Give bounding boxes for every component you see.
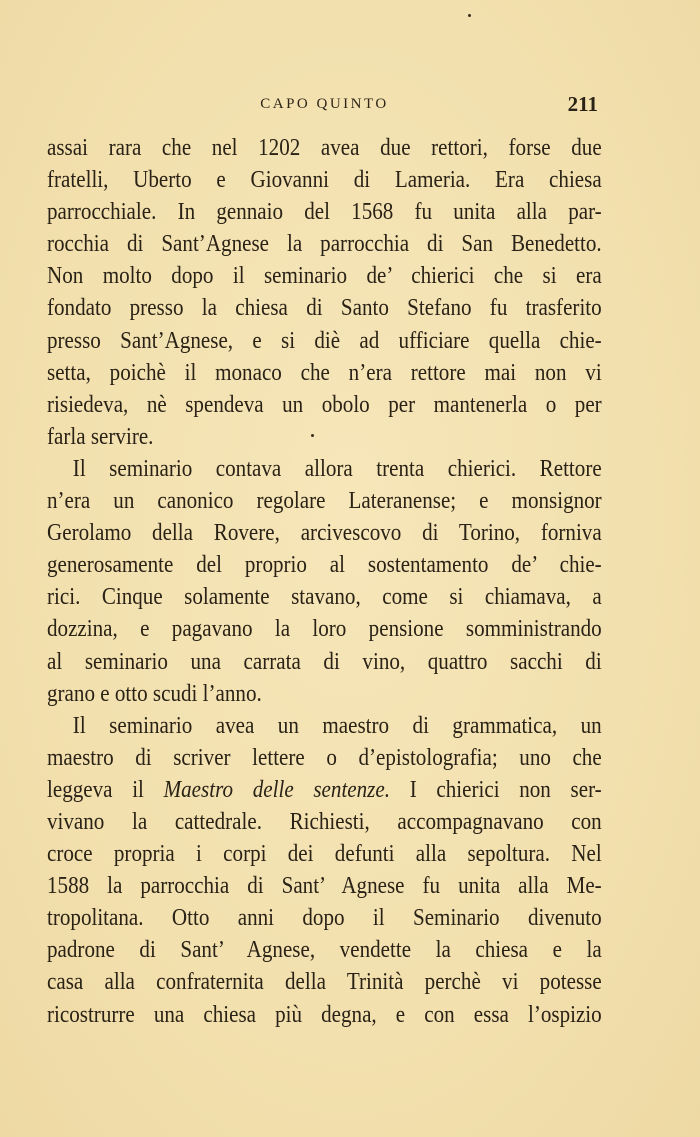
ink-speck <box>468 14 471 17</box>
text-line: Non molto dopo il seminario de’ chierici che si era <box>47 262 602 290</box>
text-line: dozzina, e pagavano la loro pensione somministrando <box>47 615 602 643</box>
text-line: generosamente del proprio al sostentamento de’ chie- <box>47 551 602 579</box>
text-line: grano e otto scudi l’anno. <box>47 679 262 707</box>
book-title-italic: Maestro delle sentenze. <box>163 775 391 803</box>
paragraph-start-line: Il seminario contava allora trenta chierici. Rettore <box>72 454 602 482</box>
chapter-title: CAPO QUINTO <box>260 96 389 112</box>
paragraph-start-line: Il seminario avea un maestro di grammatica, un <box>72 711 602 739</box>
body-text <box>47 132 602 1031</box>
text-line: vivano la cattedrale. Richiesti, accompagnavano con <box>47 807 602 835</box>
text-line: padrone di Sant’ Agnese, vendette la chiesa e la <box>47 936 602 964</box>
text-line: ricostrurre una chiesa più degna, e con essa l’ospizio <box>47 1000 602 1028</box>
page-number: 211 <box>567 92 598 116</box>
running-head <box>47 92 602 122</box>
text-line: fondato presso la chiesa di Santo Stefano fu trasferito <box>47 294 602 322</box>
text-line: Gerolamo della Rovere, arcivescovo di Torino, forniva <box>47 519 602 547</box>
text-line: casa alla confraternita della Trinità perchè vi potesse <box>47 968 602 996</box>
text-line: parrocchiale. In gennaio del 1568 fu unita alla par- <box>47 198 602 226</box>
text-line: rocchia di Sant’Agnese la parrocchia di San Benedetto. <box>47 230 602 258</box>
text-line: setta, poichè il monaco che n’era rettore mai non vi <box>47 358 602 386</box>
text-line: rici. Cinque solamente stavano, come si chiamava, a <box>47 583 602 611</box>
text-line: leggeva il Maestro delle sentenze. I chierici non ser- <box>47 775 602 803</box>
text-line: n’era un canonico regolare Lateranense; e monsignor <box>47 487 602 515</box>
text-line: assai rara che nel 1202 avea due rettori, forse due <box>47 134 602 161</box>
text-line: 1588 la parrocchia di Sant’ Agnese fu unita alla Me- <box>47 872 602 900</box>
text-line: al seminario una carrata di vino, quattro sacchi di <box>47 647 602 675</box>
ink-speck <box>311 434 314 437</box>
text-line: farla servire. <box>47 422 154 450</box>
text-line: croce propria i corpi dei defunti alla sepoltura. Nel <box>47 840 602 868</box>
text-line: presso Sant’Agnese, e si diè ad ufficiare quella chie- <box>47 326 602 354</box>
text-line: fratelli, Uberto e Giovanni di Lameria. Era chiesa <box>47 166 602 194</box>
text-line: maestro di scriver lettere o d’epistolografia; uno che <box>47 743 602 771</box>
text-line: tropolitana. Otto anni dopo il Seminario divenuto <box>47 904 602 932</box>
text-line: risiedeva, nè spendeva un obolo per mantenerla o per <box>47 390 602 418</box>
